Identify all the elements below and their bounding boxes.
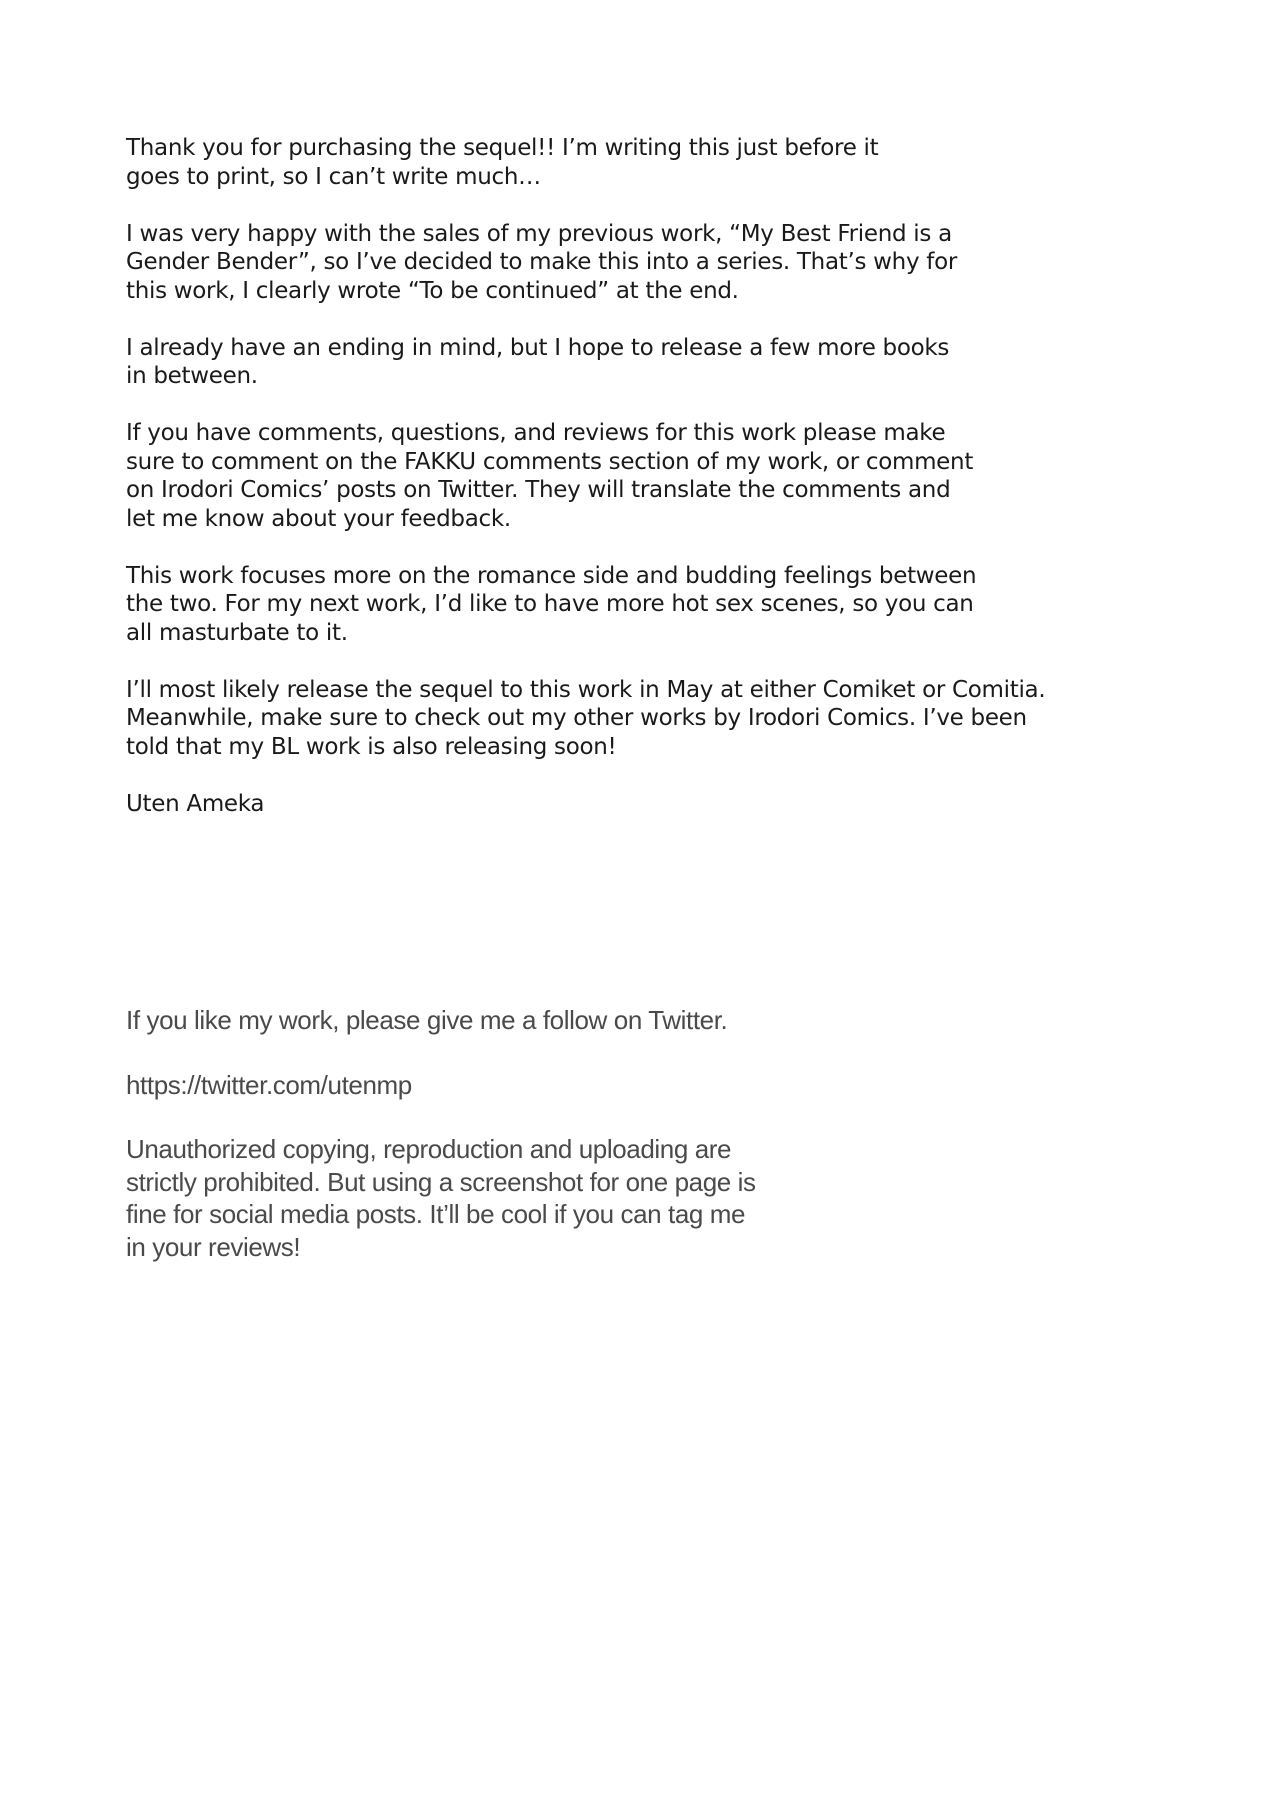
twitter-link-note — [126, 1069, 926, 1102]
text-line: fine for social media posts. It’ll be cool if you can tag me — [126, 1199, 746, 1229]
text-line: I already have an ending in mind, but I hope to release a few more books — [126, 334, 950, 361]
follow-text: If you like my work, please give me a follow on Twitter. — [126, 1005, 728, 1035]
afterword-text — [126, 134, 1146, 847]
author-signature — [126, 790, 1146, 819]
author-notes — [126, 1004, 926, 1295]
text-line: let me know about your feedback. — [126, 505, 511, 532]
twitter-url-text: https://twitter.com/utenmp — [126, 1069, 412, 1100]
text-line: I’ll most likely release the sequel to this work in May at either Comiket or Comitia. — [126, 676, 1046, 703]
afterword-paragraph-3 — [126, 334, 1146, 391]
copyright-notice — [126, 1133, 926, 1263]
text-line: I was very happy with the sales of my previous work, “My Best Friend is a — [126, 220, 952, 247]
afterword-paragraph-2 — [126, 220, 1146, 306]
afterword-paragraph-6 — [126, 676, 1146, 762]
text-line: Unauthorized copying, reproduction and uploading are — [126, 1134, 732, 1164]
text-line: told that my BL work is also releasing soon! — [126, 733, 617, 760]
text-line: on Irodori Comics’ posts on Twitter. They will translate the comments and — [126, 477, 951, 503]
text-line: this work, I clearly wrote “To be continued” at the end. — [126, 277, 739, 304]
text-line: Meanwhile, make sure to check out my other works by Irodori Comics. I’ve been — [126, 705, 1027, 731]
afterword-paragraph-1 — [126, 134, 1146, 191]
signature-text: Uten Ameka — [126, 790, 265, 817]
afterword-paragraph-4 — [126, 419, 1146, 533]
text-line: the two. For my next work, I’d like to have more hot sex scenes, so you can — [126, 591, 974, 617]
text-line: in between. — [126, 363, 258, 389]
text-line: This work focuses more on the romance side and budding feelings between — [126, 562, 977, 589]
text-line: Gender Bender”, so I’ve decided to make this into a series. That’s why for — [126, 249, 957, 275]
text-line: If you have comments, questions, and reviews for this work please make — [126, 420, 946, 446]
text-line: strictly prohibited. But using a screenshot for one page is — [126, 1166, 756, 1197]
follow-note — [126, 1004, 926, 1037]
afterword-paragraph-5 — [126, 562, 1146, 648]
text-line: in your reviews! — [126, 1231, 301, 1262]
text-line: sure to comment on the FAKKU comments section of my work, or comment — [126, 448, 974, 475]
text-line: all masturbate to it. — [126, 619, 348, 646]
text-line: goes to print, so I can’t write much… — [126, 163, 541, 190]
text-line: Thank you for purchasing the sequel!! I’m writing this just before it — [126, 135, 879, 161]
